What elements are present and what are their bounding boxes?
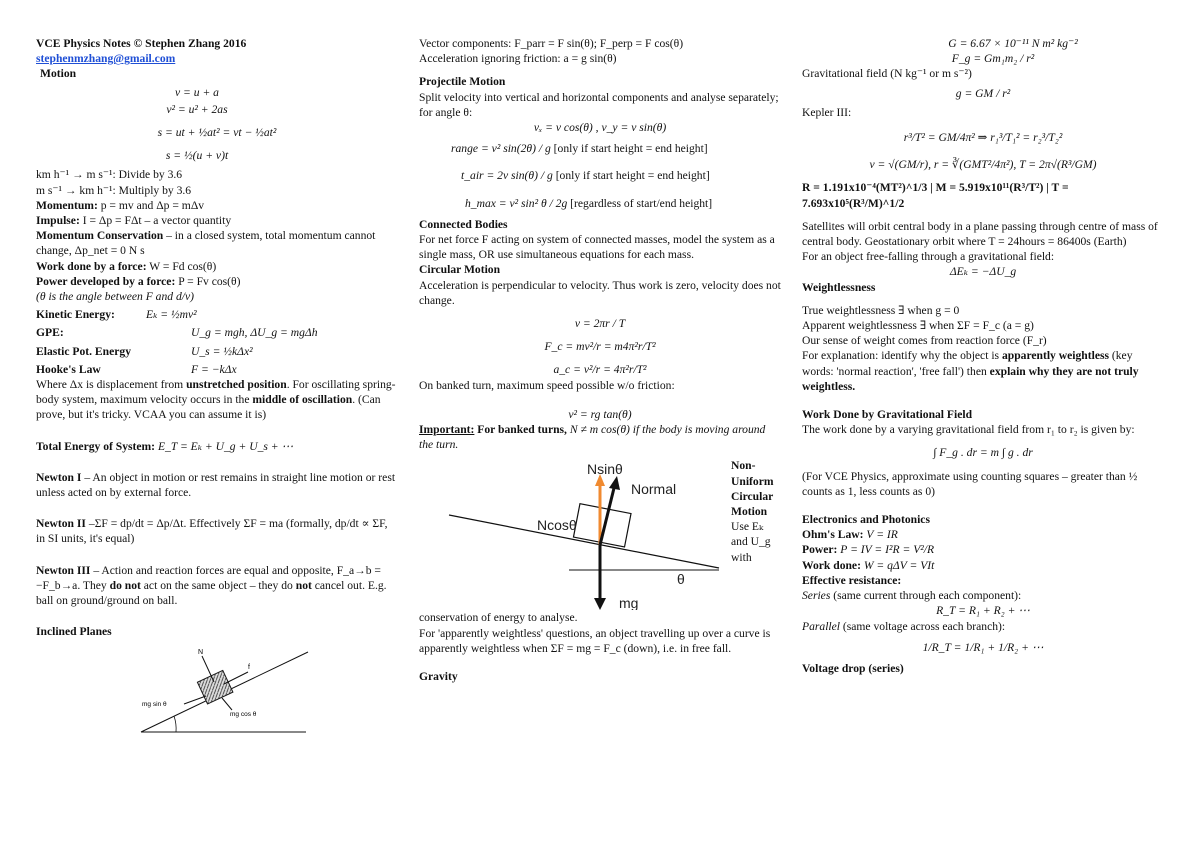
hooke-paragraph: Where Δx is displacement from unstretched position. For oscillating spring-body system, maximum velocity occurs in the middle of oscillation. (Can prove, but it's tricky. VCAA you can assume it is): [36, 378, 396, 422]
nucm-box: [731, 458, 779, 610]
kepler-heading: Kepler III:: [802, 105, 852, 119]
friction-label: f: [248, 663, 250, 671]
angle-note: (θ is the angle between F and d/v): [36, 290, 194, 304]
nucm-text: Use Eₖ and U_g with: [731, 520, 771, 564]
nucm-heading: Non-Uniform Circular Motion: [731, 459, 774, 519]
power-line: Power developed by a force: P = Fv cos(θ): [36, 274, 241, 288]
inclined-plane-figure: [136, 644, 316, 739]
column-2: [419, 36, 781, 684]
weightless-line: Our sense of weight comes from reaction force (F_r): [802, 334, 1047, 348]
ncos-label: Ncosθ: [537, 517, 577, 534]
epe-row: Elastic Pot. Energy U_s = ½kΔx²: [36, 344, 253, 358]
electronics-heading: Electronics and Photonics: [802, 513, 930, 527]
cm-eq: a_c = v²/r = 4π²r/T²: [553, 363, 647, 377]
column-3: [802, 36, 1164, 676]
series-eq: R_T = R₁ + R₂ + ⋯: [936, 604, 1030, 618]
projectile-eq: vₓ = v cos(θ) , v_y = v sin(θ): [533, 121, 667, 135]
theta-label: θ: [677, 571, 685, 588]
newton-1: Newton I – An object in motion or rest remains in straight line motion or rest unless acted on by external force.: [36, 470, 396, 500]
banked-figure-row: [419, 460, 781, 610]
banked-eq: v² = rg tan(θ): [568, 407, 632, 421]
counting-squares-note: (For VCE Physics, approximate using counting squares – greater than ½ counts as 1, less counts as 0): [802, 469, 1138, 498]
important-note: Important: For banked turns, N ≠ m cos(θ) if the body is moving around the turn.: [419, 423, 766, 452]
parallel-eq: 1/R_T = 1/R₁ + 1/R₂ + ⋯: [922, 640, 1044, 654]
conversion-text: km h⁻¹ → m s⁻¹: Divide by 3.6: [36, 168, 183, 182]
tair-eq: t_air = 2v sin(θ) / g [only if start height = end height]: [461, 169, 710, 183]
work-gravity-eq: ∫ F_g . dr = m ∫ g . dr: [933, 446, 1033, 460]
author-email-link[interactable]: stephenmzhang@gmail.com: [36, 52, 176, 66]
motion-eq: v² = u² + 2as: [166, 102, 228, 116]
motion-eq: v = u + a: [175, 85, 219, 99]
normal-force-label: N: [198, 648, 204, 656]
ke-row: Kinetic Energy: Eₖ = ½mv²: [36, 308, 197, 322]
conversion-text: m s⁻¹ → km h⁻¹: Multiply by 3.6: [36, 183, 192, 197]
mg-sin-label: mg sin θ: [142, 700, 167, 708]
normal-label: Normal: [631, 481, 677, 498]
satellite-text: Satellites will orbit central body in a plane passing through centre of mass of central body. Geostationary orbit where T = 24hours = 86400s (Earth): [802, 219, 1158, 249]
total-energy-line: Total Energy of System: E_T = Eₖ + U_g + U_s + ⋯: [36, 439, 294, 453]
ohms-law: Ohm's Law: V = IR: [802, 528, 898, 542]
momentum-line: Momentum: p = mv and Δp = mΔv: [36, 198, 205, 212]
series-text: Series (same current through each component):: [802, 589, 1022, 603]
work-done-elec: Work done: W = qΔV = VIt: [802, 558, 935, 572]
hooke-row: Hooke's Law F = −kΔx: [36, 362, 237, 376]
kepler-eq2: v = √(GM/r), r = ∛(GMT²/4π²), T = 2π√(R³/GM): [869, 158, 1097, 172]
parallel-text: Parallel (same voltage across each branch):: [802, 619, 1006, 633]
free-fall-eq: ΔEₖ = −ΔU_g: [949, 265, 1017, 279]
motion-eq: s = ut + ½at² = vt − ½at²: [157, 126, 277, 140]
G-constant: G = 6.67 × 10⁻¹¹ N m² kg⁻²: [948, 37, 1078, 50]
newton-3: Newton III – Action and reaction forces are equal and opposite, F_a→b = −F_b→a. They do not act on the same object – they do not cancel out. E.g. ball on ground/ground on ball.: [36, 563, 387, 608]
column-1: [36, 36, 398, 739]
gpe-row: GPE: U_g = mgh, ΔU_g = mgΔh: [36, 326, 318, 340]
grav-field-text: Gravitational field (N kg⁻¹ or m s⁻²): [802, 67, 972, 81]
motion-equations: [36, 82, 398, 168]
free-fall-text: For an object free-falling through a gravitational field:: [802, 250, 1055, 264]
momentum-conservation: Momentum Conservation – in a closed system, total momentum cannot change, Δp_net = 0 N s: [36, 229, 376, 258]
connected-bodies-heading: Connected Bodies: [419, 217, 508, 231]
banked-figure: [419, 460, 729, 610]
work-gravity-heading: Work Done by Gravitational Field: [802, 408, 973, 422]
mg-cos-label: mg cos θ: [230, 710, 257, 718]
banked-diagram: [419, 460, 729, 610]
work-done-line: Work done by a force: W = Fd cos(θ): [36, 259, 217, 273]
circular-motion-text: Acceleration is perpendicular to velocity. Thus work is zero, velocity does not change.: [419, 278, 781, 307]
doc-title: VCE Physics Notes © Stephen Zhang 2016: [36, 37, 247, 50]
accel-no-friction: Acceleration ignoring friction: a = g sin(θ): [419, 52, 617, 66]
cm-eq: v = 2πr / T: [574, 317, 626, 331]
weightless-explanation: For explanation: identify why the object is apparently weightless (key words: 'normal reaction', 'free fall') then explain why they are not truly weightless.: [802, 349, 1139, 393]
kepler-eq1: r³/T² = GM/4π² ⇒ r₁³/T₁² = r₂³/T₂²: [903, 131, 1063, 145]
g-eq: g = GM / r²: [955, 86, 1011, 100]
inclined-planes-heading: Inclined Planes: [36, 625, 112, 639]
cm-eq: F_c = mv²/r = m4π²r/T²: [544, 340, 656, 354]
voltage-drop-heading: Voltage drop (series): [802, 661, 904, 675]
range-eq: range = v² sin(2θ) / g [only if start height = end height]: [451, 142, 708, 156]
nsin-label: Nsinθ: [587, 461, 623, 478]
Fg-eq: F_g = Gm₁m₂ / r²: [951, 52, 1035, 66]
hmax-eq: h_max = v² sin² θ / 2g [regardless of start/end height]: [465, 196, 713, 210]
projectile-heading: Projectile Motion: [419, 75, 506, 89]
power-eq: Power: P = IV = I²R = V²/R: [802, 543, 935, 557]
weightless-line: True weightlessness ∃ when g = 0: [802, 303, 960, 317]
work-gravity-text: The work done by a varying gravitational field from r₁ to r₂ is given by:: [802, 423, 1135, 437]
effective-resistance-heading: Effective resistance:: [802, 573, 902, 587]
gravity-heading: Gravity: [419, 670, 458, 684]
weightless-line: Apparent weightlessness ∃ when ΣF = F_c (a = g): [802, 319, 1034, 333]
newton-2: Newton II –ΣF = dp/dt = Δp/Δt. Effectively ΣF = ma (formally, dp/dt ∝ ΣF, in SI units, it's equal): [36, 517, 388, 546]
nucm-continued: conservation of energy to analyse.: [419, 611, 578, 625]
mg-label: mg: [619, 595, 639, 611]
impulse-line: Impulse: I = Δp = FΔt – a vector quantity: [36, 214, 232, 228]
kepler-bold: R = 1.191x10⁻⁴(MT²)^1/3 | M = 5.919x10¹¹(R³/T²) | T = 7.693x10⁵(R³/M)^1/2: [802, 181, 1069, 210]
connected-bodies-text: For net force F acting on system of connected masses, model the system as a single mass, OR use simultaneous equations for each mass.: [419, 233, 775, 262]
banked-text: On banked turn, maximum speed possible w/o friction:: [419, 378, 675, 392]
motion-heading: Motion: [40, 67, 77, 81]
circular-motion-heading: Circular Motion: [419, 263, 501, 277]
incline-diagram: [136, 644, 316, 739]
apparently-weightless-text: For 'apparently weightless' questions, an object travelling up over a curve is apparently weightless when ΣF = mg = F_c (down), i.e. in free fall.: [419, 626, 771, 655]
motion-eq: s = ½(u + v)t: [165, 149, 229, 163]
weightlessness-heading: Weightlessness: [802, 280, 876, 294]
projectile-text: Split velocity into vertical and horizontal components and analyse separately; for angle θ:: [419, 90, 779, 119]
vector-components: Vector components: F_parr = F sin(θ); F_perp = F cos(θ): [419, 37, 684, 50]
